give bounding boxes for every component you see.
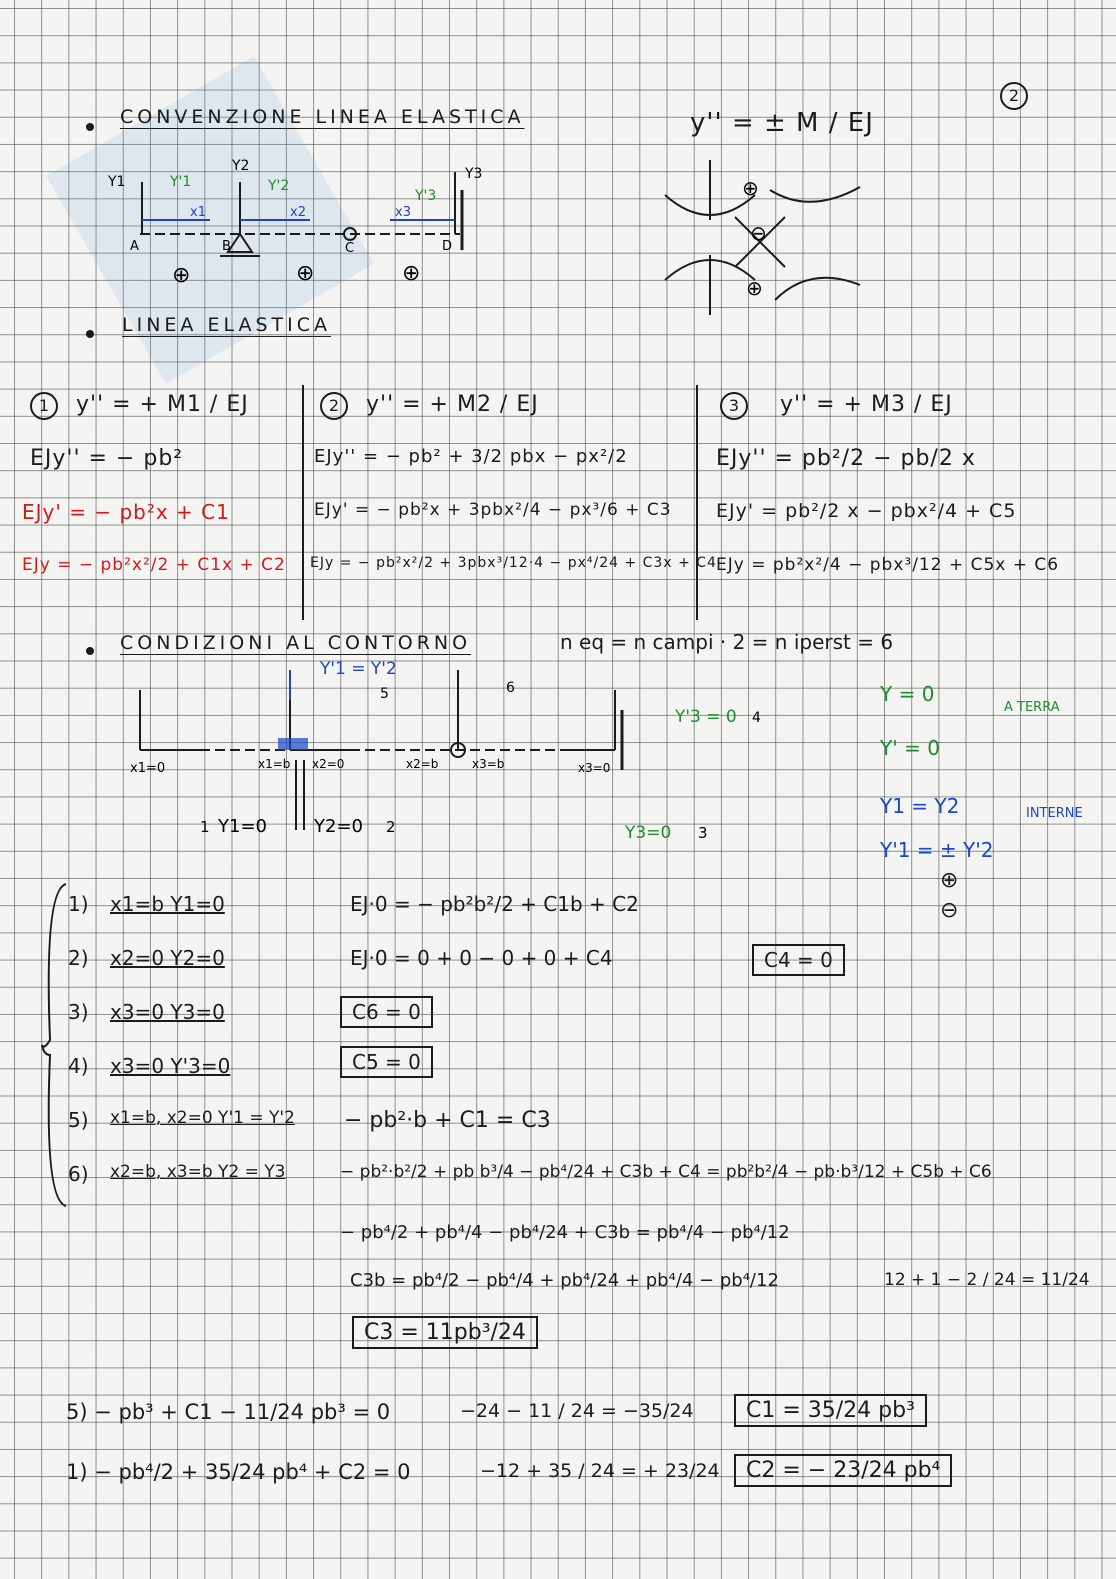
sign-3: ⊕	[402, 261, 421, 286]
derivation-line-2: C3b = pb⁴/2 − pb⁴/4 + pb⁴/24 + pb⁴/4 − pb⁴/12	[350, 1270, 779, 1291]
sys-1-label: 1)	[68, 892, 89, 916]
derivation-side: 12 + 1 − 2 / 24 = 11/24	[884, 1270, 1090, 1290]
label-y1y2: Y'1 = Y'2	[320, 659, 397, 679]
hinge-support-B	[228, 234, 252, 252]
label-y2-0: Y2=0	[314, 816, 363, 837]
hogging-curve	[775, 278, 860, 300]
sys-6-eq: − pb²·b²/2 + pb b³/4 − pb⁴/24 + C3b + C4 = pb²b²/4 − pb·b³/12 + C5b + C6	[340, 1162, 992, 1182]
sys-5-eq: − pb²·b + C1 = C3	[344, 1108, 551, 1133]
label-y2p: Y'2	[268, 178, 290, 194]
sys-4-label: 4)	[68, 1054, 89, 1078]
label-x2-b: x2=b	[406, 757, 439, 771]
label-x2: x2	[290, 205, 306, 220]
c2-result: C2 = − 23/24 pb⁴	[734, 1454, 952, 1487]
label-x1: x1	[190, 205, 206, 220]
field-3-number: 3	[720, 392, 748, 420]
convention-formula: y'' = ± M / EJ	[690, 108, 874, 138]
field-1-number: 1	[30, 392, 58, 420]
ext-cond-label: A TERRA	[1004, 700, 1060, 715]
c1-result: C1 = 35/24 pb³	[734, 1394, 927, 1427]
sys-2-label: 2)	[68, 946, 89, 970]
derivation-line-1: − pb⁴/2 + pb⁴/4 − pb⁴/24 + C3b = pb⁴/4 − pb⁴/12	[340, 1222, 790, 1243]
sys-3-label: 3)	[68, 1000, 89, 1024]
int-cond-a: Y1 = Y2	[880, 794, 960, 818]
sys-4-result: C5 = 0	[340, 1046, 433, 1078]
label-y3p: Y'3	[415, 188, 437, 204]
side-sign-2: ⊖	[750, 221, 767, 245]
label-y1-0-num: 1	[200, 818, 210, 836]
label-B: B	[222, 239, 231, 254]
label-D: D	[442, 239, 453, 254]
field-2-line-1: y'' = + M2 / EJ	[366, 392, 539, 417]
field-1-line-3: EJy' = − pb²x + C1	[22, 500, 230, 524]
sys-2-result: C4 = 0	[752, 944, 845, 976]
bullet	[86, 123, 94, 131]
sys-2-eq: EJ·0 = 0 + 0 − 0 + 0 + C4	[350, 946, 613, 970]
bullet	[86, 647, 94, 655]
label-y2-0-num: 2	[386, 818, 396, 836]
label-x2-0: x2=0	[312, 757, 345, 771]
field-1-line-1: y'' = + M1 / EJ	[76, 392, 249, 417]
label-C: C	[345, 241, 355, 256]
field-3-line-3: EJy' = pb²/2 x − pbx²/4 + C5	[716, 500, 1017, 522]
column-divider-2	[696, 385, 698, 620]
sys-1-eq: EJ·0 = − pb²b²/2 + C1b + C2	[350, 892, 639, 916]
sys-3-result: C6 = 0	[340, 996, 433, 1028]
page-number: 2	[1000, 82, 1028, 110]
ext-cond-a: Y = 0	[880, 682, 935, 706]
curvature-sign-diagram	[660, 155, 880, 315]
field-1-line-2: EJy'' = − pb²	[30, 446, 184, 471]
field-2-line-3: EJy' = − pb²x + 3pbx²/4 − px³/6 + C3	[314, 500, 672, 520]
column-divider-1	[302, 385, 304, 620]
int-cond-b: Y'1 = ± Y'2	[880, 838, 994, 862]
boundary-title: CONDIZIONI AL CONTORNO	[120, 632, 472, 654]
label-y3p0: Y'3 = 0	[675, 707, 737, 727]
label-x3-0: x3=0	[578, 761, 611, 775]
int-cond-label: INTERNE	[1026, 806, 1083, 821]
sys-6-cond: x2=b, x3=b Y2 = Y3	[110, 1162, 286, 1182]
label-y3-0: Y3=0	[625, 823, 672, 843]
label-y1: Y1	[108, 174, 126, 190]
boundary-beam-diagram	[100, 659, 761, 860]
eq1-substitution: 1) − pb⁴/2 + 35/24 pb⁴ + C2 = 0	[66, 1460, 411, 1484]
label-y3-0-num: 3	[698, 824, 708, 842]
sys-6-label: 6)	[68, 1162, 89, 1186]
convention-title: CONVENZIONE LINEA ELASTICA	[120, 106, 525, 128]
label-x1-b: x1=b	[258, 757, 291, 771]
ext-cond-b: Y' = 0	[880, 736, 940, 760]
sign-2: ⊕	[296, 261, 315, 286]
beam-convention-diagram	[100, 150, 500, 300]
sys-5-label: 5)	[68, 1108, 89, 1132]
sys-4-cond: x3=0 Y'3=0	[110, 1054, 231, 1078]
eq5-substitution: 5) − pb³ + C1 − 11/24 pb³ = 0	[66, 1400, 391, 1424]
label-n4: 4	[752, 710, 761, 726]
field-3-line-1: y'' = + M3 / EJ	[780, 392, 953, 417]
sagging-curve	[770, 187, 860, 202]
field-2-line-4: EJy = − pb²x²/2 + 3pbx³/12·4 − px⁴/24 + C3x + C4	[310, 555, 717, 571]
label-x1-0: x1=0	[130, 761, 166, 776]
sys-5-cond: x1=b, x2=0 Y'1 = Y'2	[110, 1108, 295, 1128]
label-y1-0: Y1=0	[218, 816, 267, 837]
field-2-number: 2	[320, 392, 348, 420]
legend-minus: ⊖	[940, 898, 959, 923]
label-n5: 5	[380, 686, 389, 702]
label-y1p: Y'1	[170, 174, 192, 190]
legend-plus: ⊕	[940, 868, 959, 893]
label-n6: 6	[506, 680, 515, 696]
c3-result: C3 = 11pb³/24	[352, 1316, 538, 1349]
bullet	[86, 330, 94, 338]
label-A: A	[130, 239, 139, 254]
system-brace	[40, 880, 70, 1210]
eq1-side: −12 + 35 / 24 = + 23/24	[480, 1460, 720, 1482]
sign-1: ⊕	[172, 263, 191, 288]
elastic-line-title: LINEA ELASTICA	[122, 314, 332, 336]
side-sign-3: ⊕	[746, 276, 763, 300]
side-sign-1: ⊕	[742, 176, 759, 200]
label-x3: x3	[395, 205, 411, 220]
label-y3: Y3	[465, 166, 483, 182]
support-B	[278, 738, 308, 750]
sys-1-cond: x1=b Y1=0	[110, 892, 225, 916]
field-3-line-4: EJy = pb²x²/4 − pbx³/12 + C5x + C6	[716, 555, 1060, 575]
equation-count: n eq = n campi · 2 = n iperst = 6	[560, 630, 894, 654]
eq5-side: −24 − 11 / 24 = −35/24	[460, 1400, 694, 1422]
label-x3-b: x3=b	[472, 757, 505, 771]
field-3-line-2: EJy'' = pb²/2 − pb/2 x	[716, 446, 976, 471]
sys-2-cond: x2=0 Y2=0	[110, 946, 225, 970]
field-1-line-4: EJy = − pb²x²/2 + C1x + C2	[22, 555, 286, 575]
label-y2: Y2	[232, 158, 250, 174]
sys-3-cond: x3=0 Y3=0	[110, 1000, 225, 1024]
field-2-line-2: EJy'' = − pb² + 3/2 pbx − px²/2	[314, 446, 628, 467]
